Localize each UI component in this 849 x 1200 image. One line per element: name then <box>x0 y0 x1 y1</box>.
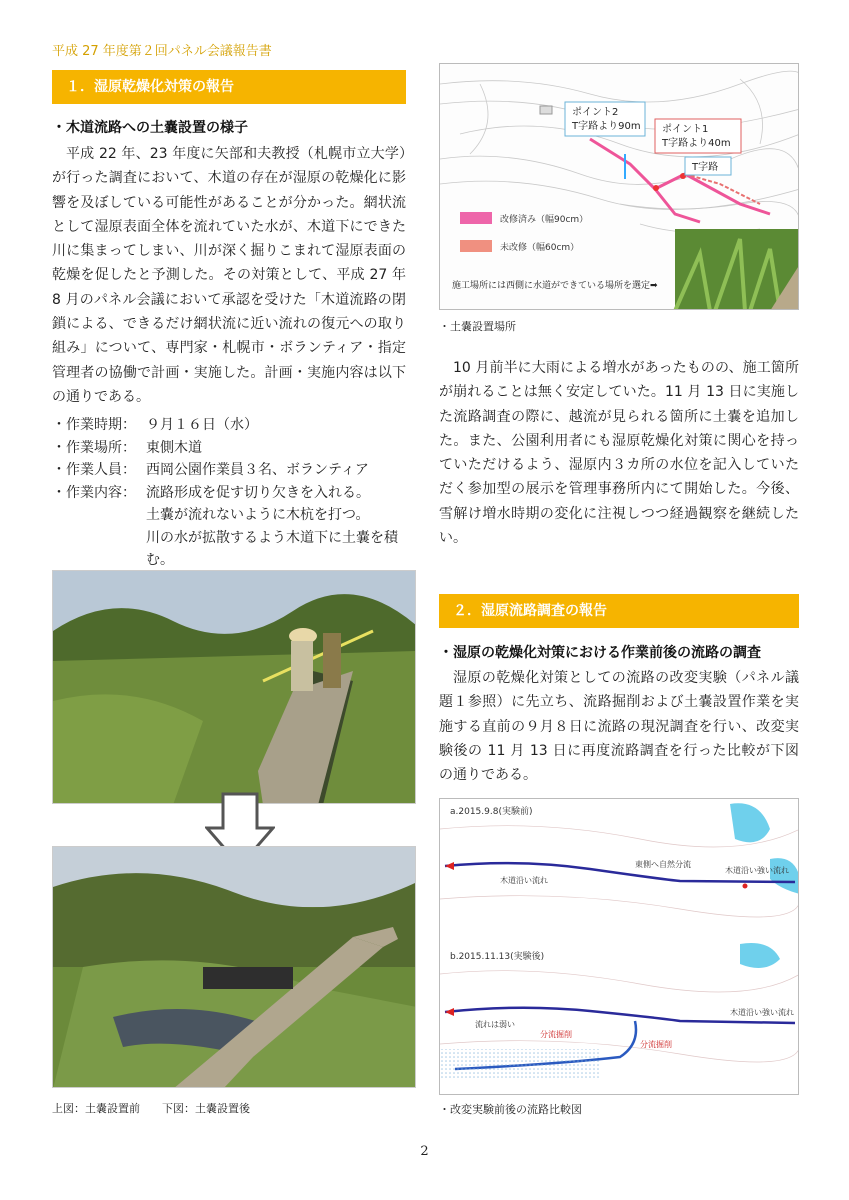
point1-label: ポイント1 <box>662 124 709 135</box>
list-item: ・作業場所： 東側木道 <box>52 439 202 456</box>
map2-a-text3: 木道沿い強い流れ <box>725 866 789 875</box>
legend-todo: 未改修（幅60cm） <box>500 243 580 253</box>
list-item-continued: 川の水が拡散するよう木道下に土嚢を積む。 <box>146 529 398 568</box>
map2-b-text4: 木道沿い強い流れ <box>730 1008 794 1017</box>
list-item: ・作業時期： ９月１６日（水） <box>52 417 258 433</box>
tjunction-label: T字路 <box>692 162 719 173</box>
map1-caption: ・土嚢設置場所 <box>439 320 516 333</box>
section1-body <box>52 142 406 409</box>
legend-done: 改修済み（幅90cm） <box>500 215 589 225</box>
map2-label-b: b.2015.11.13(実験後) <box>450 952 545 962</box>
map2-b-text2: 分流掘削 <box>540 1030 572 1039</box>
photo-before-sandbags <box>52 570 416 804</box>
map2-a-text1: 東側へ自然分流 <box>635 860 691 869</box>
flow-comparison-map <box>439 798 799 1095</box>
map2-caption: ・改変実験前後の流路比較図 <box>439 1103 582 1116</box>
map2-b-text3: 分流掘削 <box>640 1040 672 1049</box>
list-item: ・作業人員： 西岡公園作業員３名、ボランティア <box>52 462 369 478</box>
photo-caption: 上図：土嚢設置前 下図：土嚢設置後 <box>52 1102 250 1115</box>
point2-distance: T字路より90m <box>572 121 641 132</box>
document-header: 平成 27 年度第２回パネル会議報告書 <box>52 44 272 59</box>
map-note: 施工場所には西側に水道ができている場所を選定➡ <box>452 281 658 291</box>
progress-report-paragraph <box>439 356 799 550</box>
section2-title: ２．湿原流路調査の報告 <box>439 594 799 628</box>
photo-after-sandbags <box>52 846 416 1088</box>
section1-subhead: ・木道流路への土嚢設置の様子 <box>52 120 248 136</box>
list-item: ・作業内容： 流路形成を促す切り欠きを入れる。 <box>52 484 370 501</box>
section1-title: １．湿原乾燥化対策の報告 <box>52 70 406 104</box>
map2-label-a: a.2015.9.8(実験前) <box>450 807 533 817</box>
map2-b-text1: 流れは弱い <box>475 1020 515 1029</box>
section2-body <box>439 666 799 787</box>
section2-subhead: ・湿原の乾燥化対策における作業前後の流路の調査 <box>439 645 761 661</box>
section2-paragraph: 湿原の乾燥化対策としての流路の改変実験（パネル議題１参照）に先立ち、流路掘削および土嚢設置作業を実施する直前の９月８日に流路の現況調査を行い、改変実験後の 11 月 13 日に再度流路調査を行った比較が下図の通りである。 <box>439 670 799 784</box>
progress-text: 10 月前半に大雨による増水があったものの、施工箇所が崩れることは無く安定していた。11 月 13 日に実施した流路調査の際に、越流が見られる箇所に土嚢を追加した。また、公園利用者にも湿原乾燥化対策に関心を持っていただけるよう、湿原内３カ所の水位を記入していただく参加型の展示を管理事務所内にて開始した。今後、雪解け増水時期の変化に注視しつつ経過観察を継続したい。 <box>439 360 799 547</box>
list-item-continued: 土嚢が流れないように木杭を打つ。 <box>146 507 370 523</box>
section1-paragraph: 平成 22 年、23 年度に矢部和夫教授（札幌市立大学）が行った調査において、木道の存在が湿原の乾燥化に影響を及ぼしている可能性があることが分かった。網状流として湿原表面全体を流れていた水が、木道下にできた川に集まってしまい、川が深く掘りこまれて湿原表面の乾燥を促したと予測した。その対策として、平成 27 年 8 月のパネル会議において承認を受けた「木道流路の閉鎖による、できるだけ網状流に近い流れの復元への取り組み」について、専門家・札幌市・ボランティア・指定管理者の協働で計画・実施した。計画・実施内容は以下の通りである。 <box>52 146 406 405</box>
point1-distance: T字路より40m <box>662 138 731 149</box>
work-details-list <box>52 414 412 594</box>
map2-a-text2: 木道沿い流れ <box>500 876 548 885</box>
sandbag-location-map <box>439 63 799 310</box>
page-number: 2 <box>420 1144 429 1159</box>
point2-label: ポイント2 <box>572 107 619 118</box>
